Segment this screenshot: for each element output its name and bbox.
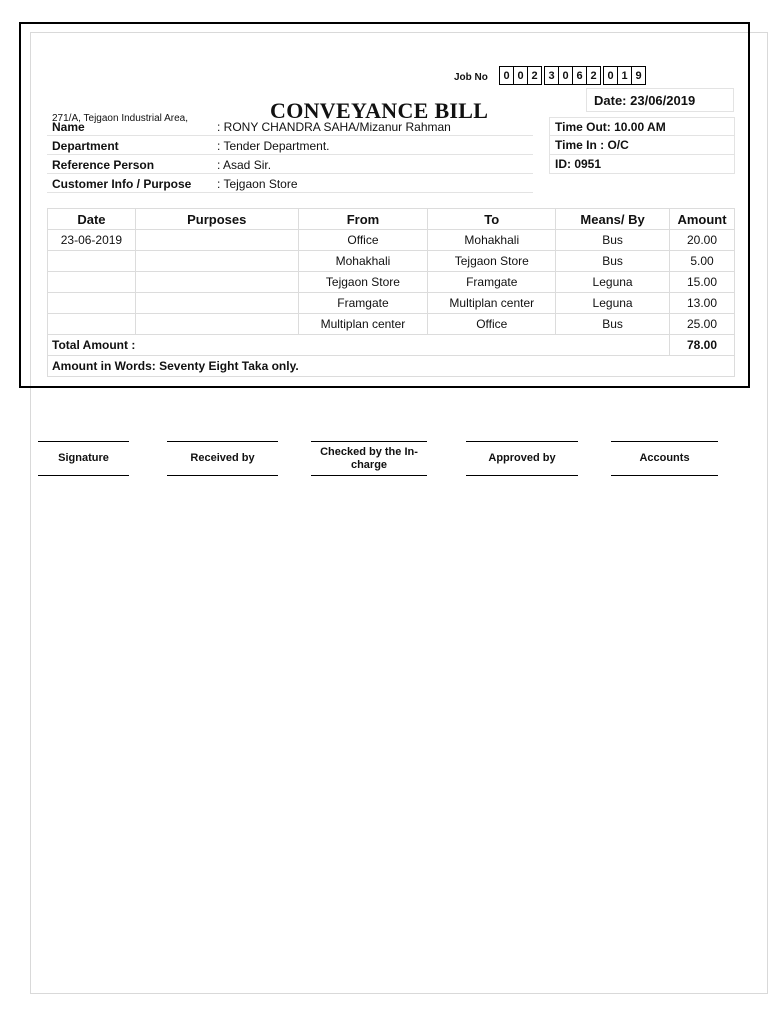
cell-amount: 13.00	[669, 293, 734, 314]
page-title: CONVEYANCE BILL	[270, 98, 489, 123]
info-value: : Asad Sir.	[217, 158, 272, 172]
cell-date	[48, 314, 136, 335]
job-digit: 0	[558, 66, 573, 85]
cell-amount: 20.00	[669, 230, 734, 251]
info-label: Customer Info / Purpose	[52, 177, 192, 191]
col-header-means: Means/ By	[556, 209, 670, 230]
cell-from: Tejgaon Store	[298, 272, 428, 293]
col-header-date: Date	[48, 209, 136, 230]
table-row	[48, 293, 735, 314]
cell-purpose	[135, 272, 298, 293]
cell-purpose	[135, 293, 298, 314]
job-digit: 3	[544, 66, 559, 85]
cell-from: Mohakhali	[298, 251, 428, 272]
cell-to: Tejgaon Store	[428, 251, 556, 272]
info-label: Reference Person	[52, 158, 155, 172]
info-label: Department	[52, 139, 119, 153]
job-no-group-1	[500, 66, 542, 85]
info-row-name	[47, 117, 533, 136]
job-digit: 2	[527, 66, 542, 85]
job-no-group-3	[604, 66, 646, 85]
cell-from: Framgate	[298, 293, 428, 314]
table-row	[48, 251, 735, 272]
cell-to: Framgate	[428, 272, 556, 293]
cell-purpose	[135, 230, 298, 251]
cell-means: Bus	[556, 230, 670, 251]
info-block	[47, 117, 533, 193]
table-row	[48, 314, 735, 335]
received-by-field: Received by	[167, 441, 278, 476]
cell-date	[48, 272, 136, 293]
job-digit: 0	[513, 66, 528, 85]
amount-in-words: Amount in Words: Seventy Eight Taka only.	[48, 356, 735, 377]
total-label: Total Amount :	[48, 335, 670, 356]
cell-means: Bus	[556, 251, 670, 272]
info-row-customer	[47, 174, 533, 193]
col-header-to: To	[428, 209, 556, 230]
cell-to: Mohakhali	[428, 230, 556, 251]
bill-date: Date: 23/06/2019	[586, 88, 734, 112]
company-address: 271/A, Tejgaon Industrial Area,	[52, 113, 189, 124]
words-row	[48, 356, 735, 377]
cell-amount: 5.00	[669, 251, 734, 272]
signature-field: Signature	[38, 441, 129, 476]
cell-amount: 15.00	[669, 272, 734, 293]
cell-from: Office	[298, 230, 428, 251]
cell-date	[48, 293, 136, 314]
job-digit: 9	[631, 66, 646, 85]
total-row	[48, 335, 735, 356]
info-value: : Tejgaon Store	[217, 177, 298, 191]
cell-date	[48, 251, 136, 272]
cell-from: Multiplan center	[298, 314, 428, 335]
info-label: Name	[52, 120, 85, 134]
cell-amount: 25.00	[669, 314, 734, 335]
job-digit: 6	[572, 66, 587, 85]
conveyance-table	[47, 208, 735, 377]
job-no-label: Job No	[454, 72, 488, 83]
col-header-purposes: Purposes	[135, 209, 298, 230]
info-row-reference	[47, 155, 533, 174]
info-row-department	[47, 136, 533, 155]
time-out: Time Out: 10.00 AM	[549, 117, 735, 136]
cell-purpose	[135, 314, 298, 335]
checked-by-field: Checked by the In-charge	[311, 441, 427, 476]
cell-to: Multiplan center	[428, 293, 556, 314]
cell-means: Leguna	[556, 293, 670, 314]
job-no-boxes	[500, 66, 649, 85]
table-row	[48, 230, 735, 251]
col-header-amount: Amount	[669, 209, 734, 230]
job-no-group-2	[545, 66, 601, 85]
job-digit: 1	[617, 66, 632, 85]
job-digit: 0	[499, 66, 514, 85]
table-header-row	[48, 209, 735, 230]
cell-purpose	[135, 251, 298, 272]
info-value: : Tender Department.	[217, 139, 330, 153]
time-in: Time In : O/C	[549, 136, 735, 155]
bill-id: ID: 0951	[549, 155, 735, 174]
time-info-block	[549, 117, 735, 174]
info-value: : RONY CHANDRA SAHA/Mizanur Rahman	[217, 120, 451, 134]
table-row	[48, 272, 735, 293]
total-value: 78.00	[669, 335, 734, 356]
col-header-from: From	[298, 209, 428, 230]
job-digit: 0	[603, 66, 618, 85]
approved-by-field: Approved by	[466, 441, 578, 476]
cell-means: Bus	[556, 314, 670, 335]
accounts-field: Accounts	[611, 441, 718, 476]
cell-means: Leguna	[556, 272, 670, 293]
job-digit: 2	[586, 66, 601, 85]
cell-date: 23-06-2019	[48, 230, 136, 251]
cell-to: Office	[428, 314, 556, 335]
